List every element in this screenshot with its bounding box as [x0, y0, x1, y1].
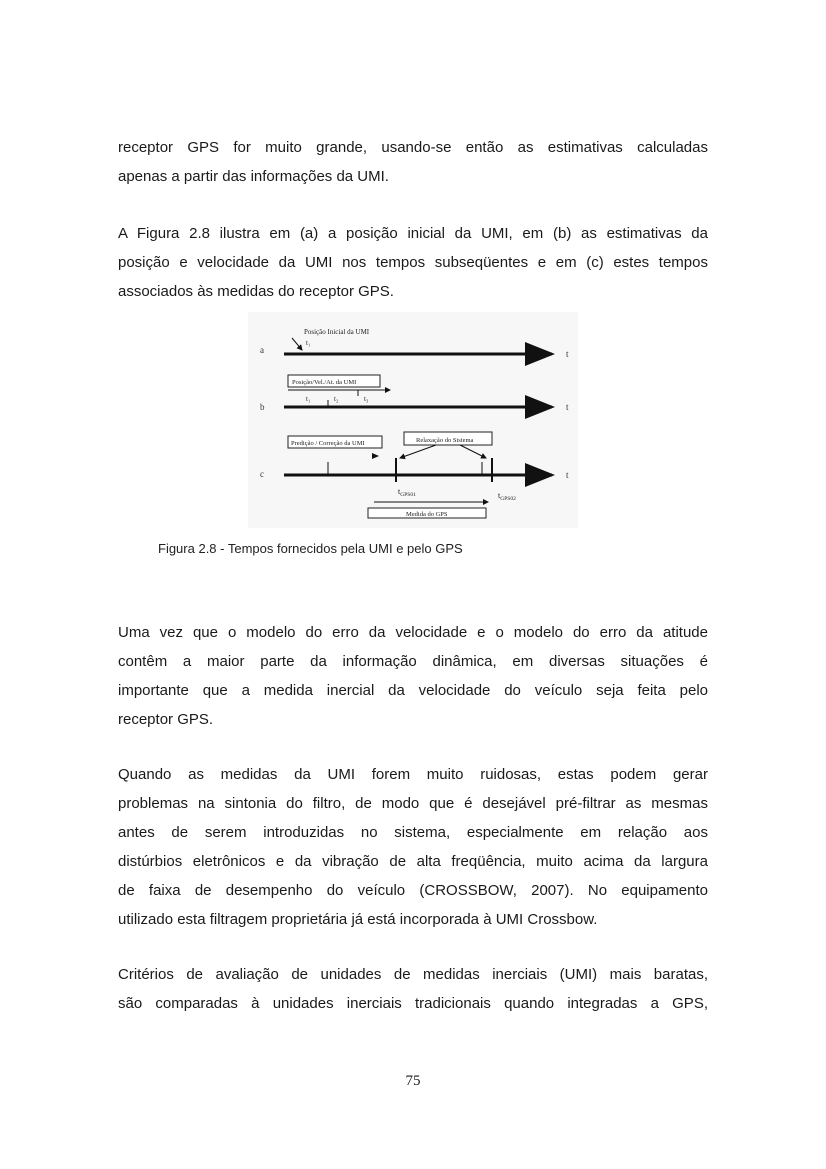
text-line: receptor GPS. — [118, 711, 214, 728]
paragraph-2 — [118, 219, 708, 306]
note-initial-position: Posição Inicial da UMI — [304, 328, 370, 336]
tick-b-1: t₁ — [306, 395, 311, 403]
row-label-c: c — [260, 469, 264, 479]
text-line: de faixa de desempenho do veículo (CROSSBOW, 2007). No equipamento — [118, 882, 708, 899]
figure-caption: Figura 2.8 - Tempos fornecidos pela UMI e pelo GPS — [158, 541, 463, 556]
text-line: utilizado esta filtragem proprietária já está incorporada à UMI Crossbow. — [118, 911, 598, 928]
axis-label-t: t — [566, 470, 569, 480]
text-line: Quando as medidas da UMI forem muito ruidosas, estas podem gerar — [118, 766, 708, 783]
tick-gps02: $t_{GPS02}$ — [498, 491, 516, 502]
text-line: importante que a medida inercial da velocidade do veículo seja feita pelo — [118, 682, 708, 699]
box-b-label: Posição/Vel./At. da UMI — [292, 379, 357, 386]
row-label-a: a — [260, 345, 264, 355]
tick-b-3: t₃ — [364, 395, 369, 403]
page-number: 75 — [405, 1073, 421, 1089]
text-line: receptor GPS for muito grande, usando-se então as estimativas calculadas — [118, 139, 708, 156]
figure-2-8 — [248, 312, 578, 528]
tick-gps01: $t_{GPS01}$ — [398, 487, 416, 498]
text-line: problemas na sintonia do filtro, de modo que é desejável pré-filtrar as mesmas — [118, 795, 708, 812]
text-line: distúrbios eletrônicos e da vibração de alta freqüência, muito acima da largura — [118, 853, 708, 870]
text-line: associados às medidas do receptor GPS. — [118, 283, 394, 300]
axis-label-t: t — [566, 349, 569, 359]
box-c-left-label: Predição / Correção da UMI — [291, 440, 365, 447]
timing-diagram — [248, 312, 578, 528]
paragraph-3 — [118, 618, 708, 734]
text-line: apenas a partir das informações da UMI. — [118, 168, 389, 185]
text-line: antes de serem introduzidas no sistema, especialmente em relação aos — [118, 824, 708, 841]
row-label-b: b — [260, 402, 265, 412]
box-c-right-label: Relaxação do Sistema — [416, 437, 474, 444]
axis-label-t: t — [566, 402, 569, 412]
paragraph-4 — [118, 760, 708, 934]
text-line: contêm a maior parte da informação dinâmica, em diversas situações é — [118, 653, 708, 670]
text-line: Critérios de avaliação de unidades de medidas inerciais (UMI) mais baratas, — [118, 966, 708, 983]
text-line: posição e velocidade da UMI nos tempos subseqüentes e em (c) estes tempos — [118, 254, 708, 271]
tick-a: t₁ — [306, 339, 311, 347]
paragraph-5 — [118, 960, 708, 1018]
text-line: são comparadas à unidades inerciais tradicionais quando integradas a GPS, — [118, 995, 708, 1012]
paragraph-1 — [118, 133, 708, 191]
text-line: A Figura 2.8 ilustra em (a) a posição inicial da UMI, em (b) as estimativas da — [118, 225, 708, 242]
text-line: Uma vez que o modelo do erro da velocidade e o modelo do erro da atitude — [118, 624, 708, 641]
tick-b-2: t₂ — [334, 395, 339, 403]
box-gps-measure-label: Medida do GPS — [406, 511, 448, 518]
